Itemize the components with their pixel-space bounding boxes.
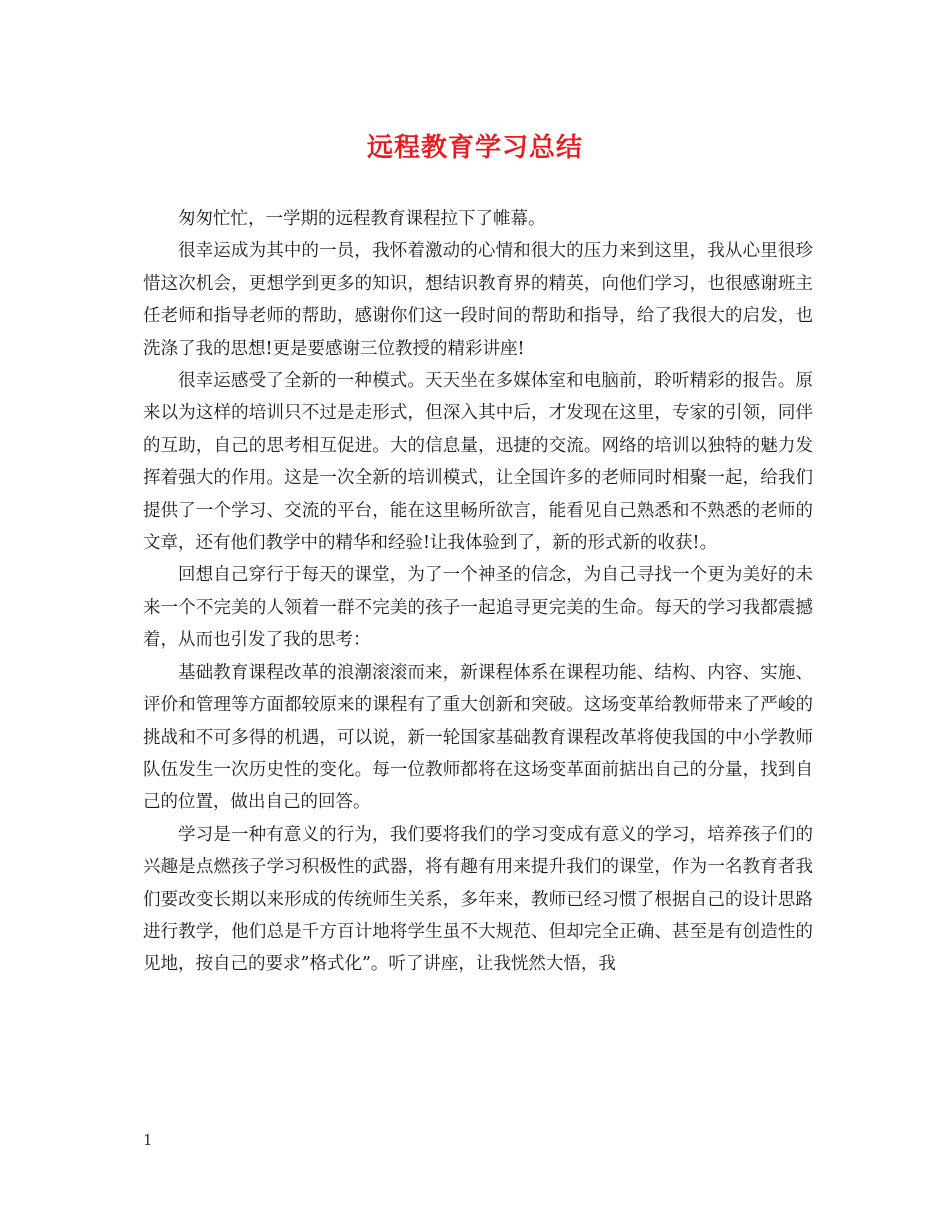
paragraph: 学习是一种有意义的行为，我们要将我们的学习变成有意义的学习，培养孩子们的兴趣是点燃孩子学习积极性的武器，将有趣有用来提升我们的课堂，作为一名教育者我们要改变长期以来形成的传统师生关系，多年来，教师已经习惯了根据自己的设计思路进行教学，他们总是千方百计地将学生虽不大规范、但却完全正确、甚至是有创造性的见地，按自己的要求”格式化”。听了讲座，让我恍然大悟，我	[143, 824, 813, 975]
paragraph: 基础教育课程改革的浪潮滚滚而来，新课程体系在课程功能、结构、内容、实施、评价和管理等方面都较原来的课程有了重大创新和突破。这场变革给教师带来了严峻的挑战和不可多得的机遇，可以说，新一轮国家基础教育课程改革将使我国的中小学教师队伍发生一次历史性的变化。每一位教师都将在这场变革面前掂出自己的分量，找到自己的位置，做出自己的回答。	[143, 662, 813, 813]
paragraph: 匆匆忙忙，一学期的远程教育课程拉下了帷幕。	[178, 209, 546, 229]
document-title: 远程教育学习总结	[366, 133, 583, 163]
paragraph: 回想自己穿行于每天的课堂，为了一个神圣的信念，为自己寻找一个更为美好的未来一个不完美的人领着一群不完美的孩子一起追寻更完美的生命。每天的学习我都震撼着，从而也引发了我的思考：	[143, 565, 813, 651]
page-number: 1	[143, 1131, 153, 1149]
document-body	[143, 203, 813, 981]
paragraph: 很幸运感受了全新的一种模式。天天坐在多媒体室和电脑前，聆听精彩的报告。原来以为这样的培训只不过是走形式，但深入其中后，才发现在这里，专家的引领，同伴的互助，自己的思考相互促进。大的信息量，迅捷的交流。网络的培训以独特的魅力发挥着强大的作用。这是一次全新的培训模式，让全国许多的老师同时相聚一起，给我们提供了一个学习、交流的平台，能在这里畅所欲言，能看见自己熟悉和不熟悉的老师的文章，还有他们教学中的精华和经验!让我体验到了，新的形式新的收获!。	[143, 371, 813, 554]
paragraph: 很幸运成为其中的一员，我怀着激动的心情和很大的压力来到这里，我从心里很珍惜这次机会，更想学到更多的知识，想结识教育界的精英，向他们学习，也很感谢班主任老师和指导老师的帮助，感谢你们这一段时间的帮助和指导，给了我很大的启发，也洗涤了我的思想!更是要感谢三位教授的精彩讲座!	[143, 241, 813, 359]
